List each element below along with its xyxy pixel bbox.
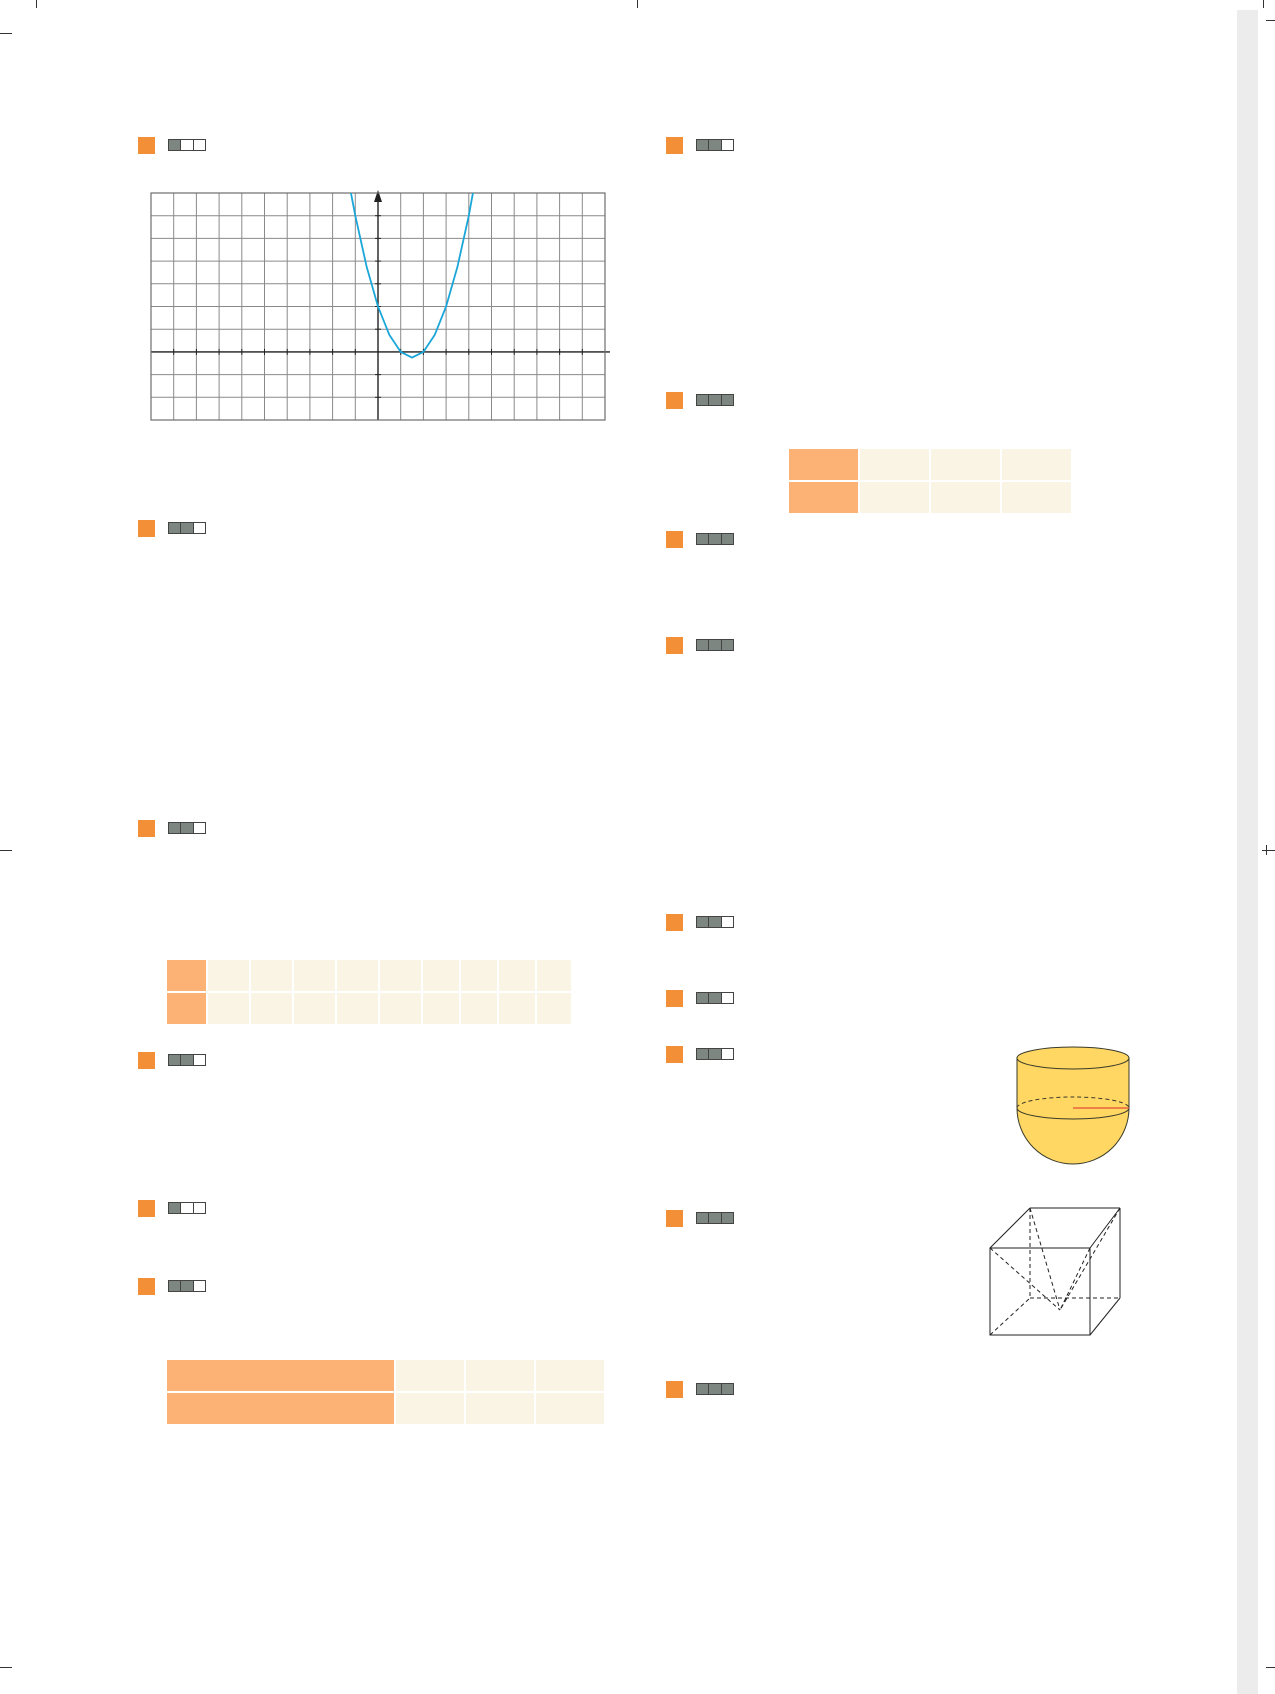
exercise-marker	[666, 1381, 683, 1398]
difficulty-box-filled	[709, 640, 721, 650]
exercise-marker	[138, 520, 155, 537]
table-cell	[396, 1360, 464, 1391]
table-cell	[537, 960, 571, 991]
table-cell	[499, 993, 535, 1024]
difficulty-box-filled	[697, 140, 709, 150]
difficulty-box-filled	[709, 993, 721, 1003]
difficulty-box-filled	[697, 640, 709, 650]
cube-edge	[1090, 1298, 1120, 1335]
difficulty-box-filled	[697, 993, 709, 1003]
exercise-marker	[666, 1210, 683, 1227]
pyramid-edge	[990, 1248, 1060, 1310]
table-header-cell	[789, 482, 858, 513]
cube-edge	[1090, 1208, 1120, 1248]
difficulty-box-empty	[722, 1049, 733, 1059]
cube-pyramid-figure	[985, 1200, 1125, 1340]
table-row	[167, 993, 571, 1024]
crop-mark	[0, 1667, 12, 1668]
table-cell	[208, 993, 249, 1024]
table-row	[167, 960, 571, 991]
difficulty-indicator	[696, 394, 734, 406]
table-cell	[499, 960, 535, 991]
difficulty-indicator	[696, 992, 734, 1004]
solid-body	[1017, 1058, 1129, 1164]
difficulty-indicator	[696, 639, 734, 651]
crop-mark	[1262, 850, 1275, 851]
table-row	[167, 1393, 604, 1424]
exercise-marker	[666, 1046, 683, 1063]
crop-mark	[1266, 845, 1267, 855]
difficulty-box-filled	[181, 823, 193, 833]
exercise-marker	[138, 137, 155, 154]
table-header-cell	[167, 993, 206, 1024]
table-row	[789, 449, 1071, 480]
difficulty-indicator	[168, 822, 206, 834]
exercise-marker	[666, 392, 683, 409]
difficulty-box-filled	[697, 1049, 709, 1059]
difficulty-box-filled	[709, 1384, 721, 1394]
difficulty-box-empty	[194, 1203, 205, 1213]
cube-edge	[990, 1208, 1030, 1248]
exercise-marker	[138, 1200, 155, 1217]
value-table	[787, 447, 1073, 515]
table-cell	[860, 482, 929, 513]
difficulty-indicator	[168, 1202, 206, 1214]
difficulty-box-empty	[181, 1203, 193, 1213]
table-cell	[294, 960, 335, 991]
difficulty-box-filled	[709, 140, 721, 150]
difficulty-box-filled	[169, 1281, 181, 1291]
difficulty-indicator	[696, 139, 734, 151]
table-cell	[931, 482, 1000, 513]
pyramid-edge	[1030, 1208, 1060, 1310]
crop-mark	[0, 33, 12, 34]
table-cell	[396, 1393, 464, 1424]
table-cell	[860, 449, 929, 480]
cylinder-hemisphere-figure	[1010, 1040, 1140, 1170]
difficulty-box-filled	[709, 395, 721, 405]
cube-front-face	[990, 1248, 1090, 1335]
difficulty-box-filled	[697, 917, 709, 927]
table-cell	[466, 1393, 534, 1424]
crop-mark	[1263, 0, 1264, 8]
difficulty-box-empty	[194, 523, 205, 533]
difficulty-box-filled	[722, 1213, 733, 1223]
table-cell	[208, 960, 249, 991]
difficulty-indicator	[168, 139, 206, 151]
difficulty-box-empty	[194, 823, 205, 833]
exercise-marker	[666, 990, 683, 1007]
difficulty-box-filled	[709, 534, 721, 544]
y-axis-arrow	[374, 190, 382, 202]
table-cell	[423, 993, 459, 1024]
difficulty-box-empty	[194, 1281, 205, 1291]
table-cell	[931, 449, 1000, 480]
exercise-marker	[138, 1278, 155, 1295]
difficulty-indicator	[696, 1212, 734, 1224]
value-table	[165, 958, 573, 1026]
table-header-cell	[167, 1360, 394, 1391]
difficulty-box-filled	[697, 1213, 709, 1223]
exercise-marker	[666, 637, 683, 654]
table-row	[167, 1360, 604, 1391]
table-cell	[536, 1393, 604, 1424]
table-cell	[461, 960, 497, 991]
crop-mark	[637, 0, 638, 8]
table-cell	[466, 1360, 534, 1391]
difficulty-box-filled	[169, 823, 181, 833]
difficulty-box-filled	[181, 1055, 193, 1065]
value-table	[165, 1358, 606, 1426]
difficulty-box-empty	[194, 1055, 205, 1065]
table-cell	[337, 960, 378, 991]
table-cell	[537, 993, 571, 1024]
table-cell	[380, 960, 421, 991]
table-cell	[337, 993, 378, 1024]
exercise-marker	[666, 137, 683, 154]
difficulty-box-filled	[722, 534, 733, 544]
exercise-marker	[138, 820, 155, 837]
difficulty-indicator	[696, 1383, 734, 1395]
difficulty-box-filled	[709, 1213, 721, 1223]
table-cell	[423, 960, 459, 991]
table-cell	[294, 993, 335, 1024]
difficulty-box-empty	[181, 140, 193, 150]
difficulty-box-filled	[722, 395, 733, 405]
difficulty-indicator	[696, 533, 734, 545]
table-cell	[536, 1360, 604, 1391]
table-header-cell	[167, 960, 206, 991]
exercise-marker	[666, 531, 683, 548]
difficulty-box-filled	[697, 534, 709, 544]
difficulty-indicator	[168, 1054, 206, 1066]
difficulty-box-filled	[169, 140, 181, 150]
crop-mark	[1266, 1667, 1275, 1668]
difficulty-box-filled	[169, 523, 181, 533]
table-cell	[1002, 482, 1071, 513]
table-cell	[461, 993, 497, 1024]
difficulty-box-filled	[169, 1203, 181, 1213]
difficulty-box-filled	[709, 1049, 721, 1059]
solid-top-face	[1017, 1047, 1129, 1069]
difficulty-indicator	[168, 522, 206, 534]
table-header-cell	[167, 1393, 394, 1424]
difficulty-box-filled	[697, 1384, 709, 1394]
difficulty-box-empty	[722, 140, 733, 150]
exercise-marker	[138, 1052, 155, 1069]
crop-mark	[1266, 20, 1275, 21]
difficulty-indicator	[696, 1048, 734, 1060]
difficulty-box-empty	[722, 917, 733, 927]
table-cell	[380, 993, 421, 1024]
difficulty-indicator	[696, 916, 734, 928]
exercise-marker	[666, 914, 683, 931]
table-cell	[1002, 449, 1071, 480]
difficulty-box-filled	[181, 523, 193, 533]
difficulty-box-filled	[169, 1055, 181, 1065]
table-row	[789, 482, 1071, 513]
difficulty-box-empty	[194, 140, 205, 150]
pyramid-edge	[1060, 1248, 1090, 1310]
parabola-chart	[150, 190, 610, 425]
difficulty-indicator	[168, 1280, 206, 1292]
table-cell	[251, 993, 292, 1024]
difficulty-box-empty	[722, 993, 733, 1003]
page-edge-strip	[1237, 10, 1258, 1694]
difficulty-box-filled	[697, 395, 709, 405]
crop-mark	[0, 850, 12, 851]
hidden-edge	[990, 1298, 1030, 1335]
difficulty-box-filled	[722, 640, 733, 650]
difficulty-box-filled	[709, 917, 721, 927]
table-cell	[251, 960, 292, 991]
crop-mark	[36, 0, 37, 8]
difficulty-box-filled	[181, 1281, 193, 1291]
table-header-cell	[789, 449, 858, 480]
difficulty-box-filled	[722, 1384, 733, 1394]
